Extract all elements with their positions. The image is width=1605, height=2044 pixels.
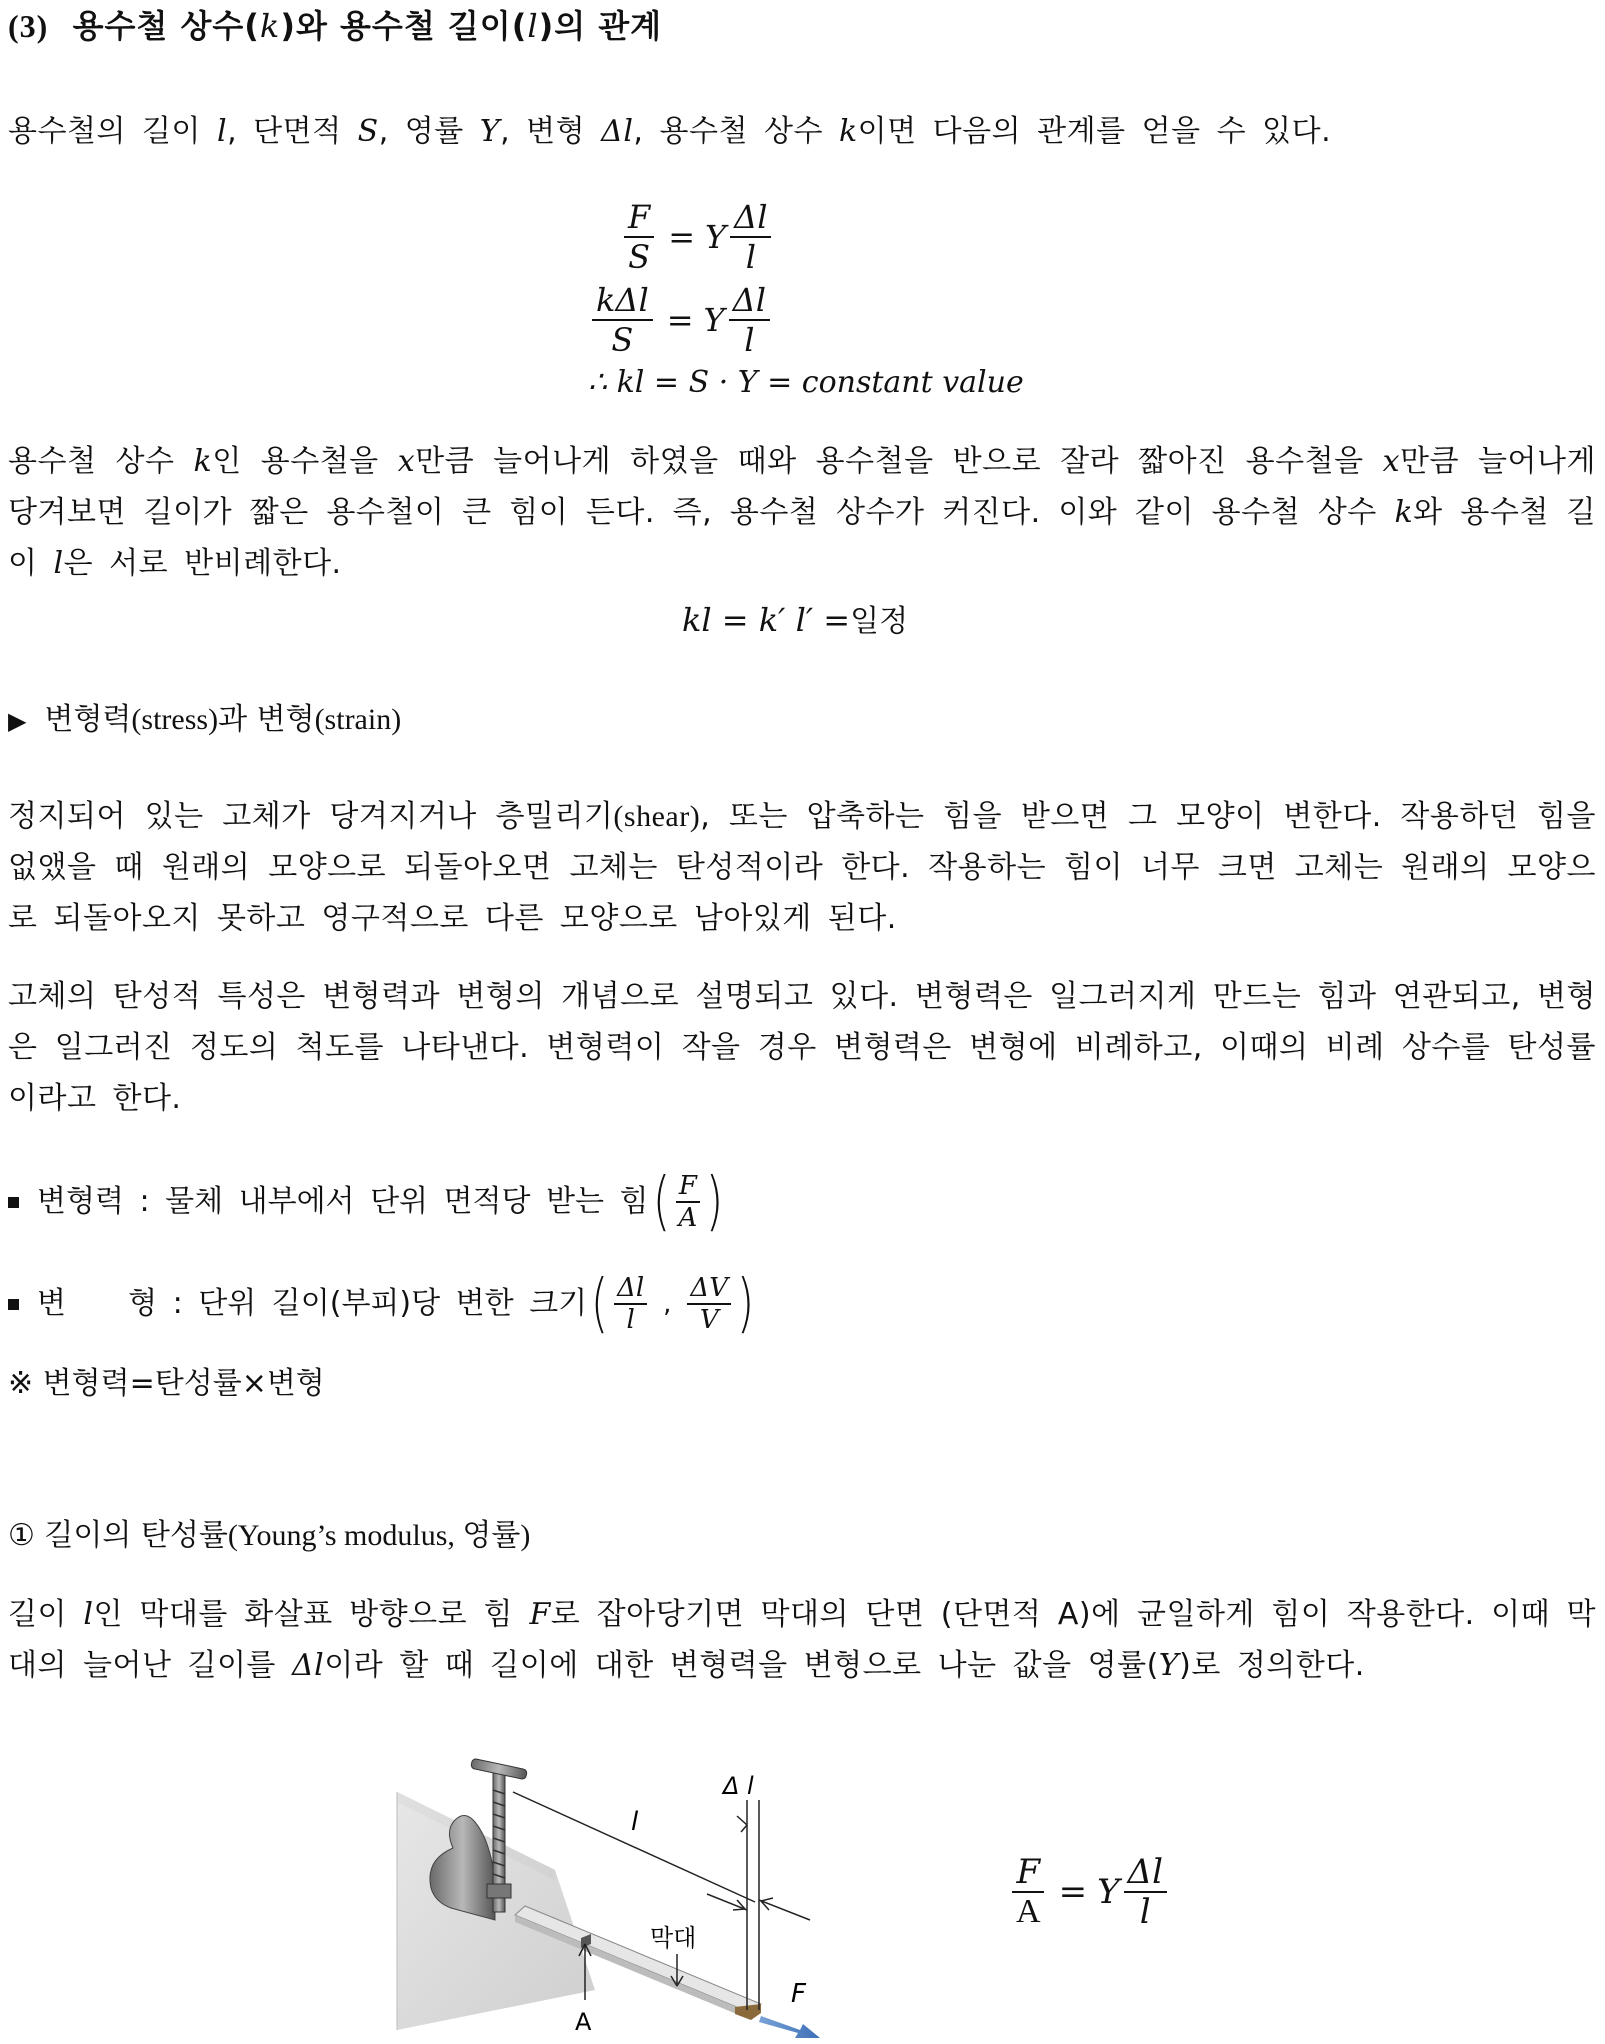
strain-definition-bullet: 변 형 : 단위 길이(부피)당 변한 크기 ( Δl l , ΔV V ) (8, 1264, 758, 1344)
young-modulus-heading: ① 길이의 탄성률(Young’s modulus, 영률) (8, 1518, 531, 1553)
young-modulus-paragraph: 길이 l인 막대를 화살표 방향으로 힘 F로 잡아당기면 막대의 단면 (단면적 A)에 균일하게 힘이 작용한다. 이때 막대의 늘어난 길이를 Δl이라 할 때 길이에 대한 변형력을 변형으로 나눈 값을 영률(Y)로 정의한다. (8, 1597, 1596, 1683)
intro-sentence: 용수철의 길이 l, 단면적 S, 영률 Y, 변형 Δl, 용수철 상수 k이면 다음의 관계를 얻을 수 있다. (8, 114, 1332, 149)
spring-paragraph: 용수철 상수 k인 용수철을 x만큼 늘어나게 하였을 때와 용수철을 반으로 잘라 짧아진 용수철을 x만큼 늘어나게 당겨보면 길이가 짧은 용수철이 큰 힘이 든다. 즉, 용수철 상수가 커진다. 이와 같이 용수철 상수 k와 용수철 길이 l은 서로 반비례한다. (8, 444, 1596, 581)
square-bullet-icon (8, 1197, 19, 1208)
force-arrow-icon (759, 2016, 820, 2038)
figure-label-l: l (631, 1807, 639, 1837)
equation-1: $\frac{F}{S}$ = Y $\frac{\Delta l}{l}$ (620, 195, 775, 279)
elasticity-paragraph: 고체의 탄성적 특성은 변형력과 변형의 개념으로 설명되고 있다. 변형력은 일그러지게 만드는 힘과 연관되고, 변형은 일그러진 정도의 척도를 나타낸다. 변형력이 작을 경우 변형력은 변형에 비례하고, 이때의 비례 상수를 탄성률이라고 한다. (8, 979, 1596, 1116)
stress-formula-note: ※ 변형력=탄성률×변형 (8, 1366, 325, 1401)
deformation-paragraph: 정지되어 있는 고체가 당겨지거나 층밀리기(shear), 또는 압축하는 힘을 받으면 그 모양이 변한다. 작용하던 힘을 없앴을 때 원래의 모양으로 되돌아오면 고체는 탄성적이라 한다. 작용하는 힘이 너무 크면 고체는 원래의 모양으로 되돌아오지 못하고 영구적으로 다른 모양으로 남아있게 된다. (8, 799, 1596, 936)
square-bullet-icon (8, 1299, 19, 1310)
figure-label-F: F (791, 1979, 806, 2009)
equation-kl: kl = k′ l′ =일정 (682, 601, 909, 639)
clamp-bar-figure (395, 1730, 835, 2040)
figure-label-A: A (575, 2008, 592, 2036)
stress-strain-heading: ▶ 변형력(stress)과 변형(strain) (8, 702, 402, 737)
figure-label-bar: 막대 (650, 1924, 697, 1952)
section-heading: (3) 용수철 상수(k)와 용수철 길이(l)의 관계 (8, 7, 663, 45)
young-modulus-equation: $\frac{F}{A}$ = Y $\frac{\Delta l}{l}$ (1008, 1850, 1171, 1934)
equation-3: ∴ kl = S · Y = constant value (588, 365, 1024, 400)
equation-2: $\frac{\text{kΔl}}{S}$ = Y $\frac{\Delta l}{l}$ (588, 278, 774, 362)
figure-label-delta-l: Δ l (723, 1772, 754, 1800)
stress-definition-bullet: 변형력 : 물체 내부에서 단위 면적당 받는 힘 ( F A ) (8, 1162, 727, 1242)
